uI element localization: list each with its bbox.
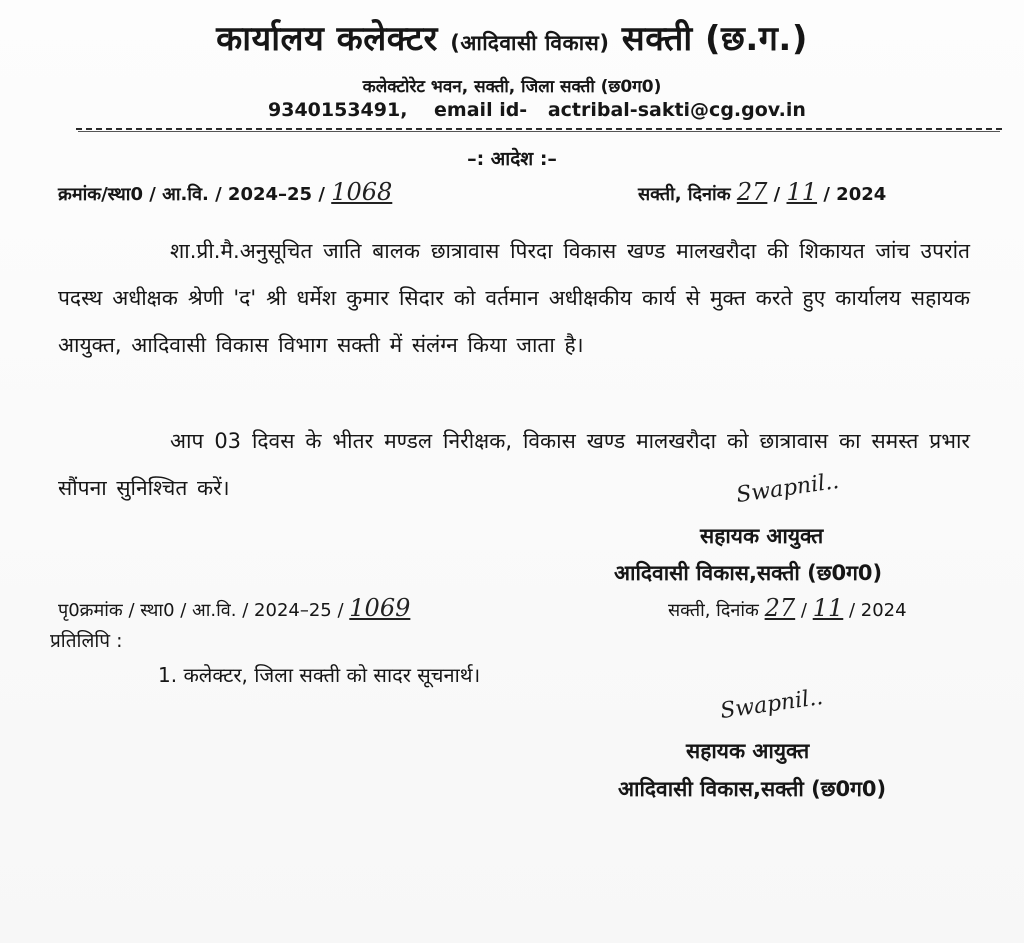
endorsement-date-month: 11 [812, 594, 844, 622]
order-date-month: 11 [786, 178, 818, 206]
header-divider [76, 128, 1002, 130]
signature-1-designation: सहायक आयुक्त [700, 524, 824, 548]
endorsement-reference-number: 1069 [349, 594, 411, 622]
endorsement-reference-prefix: पृ0क्रमांक / स्था0 / आ.वि. / 2024–25 / [58, 600, 344, 621]
order-date: सक्ती, दिनांक 27 / 11 / 2024 [638, 178, 887, 206]
endorsement-date-year: 2024 [860, 600, 907, 621]
order-paragraph-2: आप 03 दिवस के भीतर मण्डल निरीक्षक, विकास खण्ड मालखरौदा को छात्रावास का समस्त प्रभार सौंपना सुनिश्चित करें। [58, 429, 970, 500]
email-label: email id- [434, 99, 528, 121]
endorsement-reference [58, 594, 410, 622]
order-reference-number: 1068 [331, 178, 393, 206]
order-date-prefix: सक्ती, दिनांक [638, 184, 731, 205]
phone-number: 9340153491, [268, 99, 408, 121]
signature-2-designation: सहायक आयुक्त [686, 739, 810, 763]
signature-1-department: आदिवासी विकास,सक्ती (छ0ग0) [614, 561, 883, 585]
office-address: कलेक्टोरेट भवन, सक्ती, जिला सक्ती (छ0ग0) [362, 77, 662, 97]
office-title [0, 14, 1024, 60]
copy-to-item-1: 1. कलेक्टर, जिला सक्ती को सादर सूचनार्थ। [158, 663, 481, 687]
signature-1: Swapnil.. [734, 468, 841, 509]
contact-line [268, 99, 806, 121]
endorsement-date: सक्ती, दिनांक 27 / 11 / 2024 [668, 594, 907, 622]
email-address: actribal-sakti@cg.gov.in [547, 99, 806, 121]
order-reference [58, 178, 392, 206]
endorsement-date-day: 27 [764, 594, 796, 622]
endorsement-date-prefix: सक्ती, दिनांक [668, 600, 759, 621]
office-title-department: (आदिवासी विकास) [450, 31, 610, 55]
office-title-main: कार्यालय कलेक्टर [216, 19, 438, 59]
order-reference-prefix: क्रमांक/स्था0 / आ.वि. / 2024–25 / [58, 184, 325, 205]
order-date-day: 27 [736, 178, 768, 206]
header-divider-underline [78, 131, 1000, 132]
signature-2: Swapnil.. [718, 684, 825, 725]
signature-2-department: आदिवासी विकास,सक्ती (छ0ग0) [618, 777, 887, 801]
office-title-location: सक्ती (छ.ग.) [621, 19, 808, 59]
copy-to-label: प्रतिलिपि : [50, 630, 123, 652]
order-heading: –: आदेश :– [467, 148, 557, 170]
order-paragraph-1: शा.प्री.मै.अनुसूचित जाति बालक छात्रावास पिरदा विकास खण्ड मालखरौदा की शिकायत जांच उपरांत पदस्थ अधीक्षक श्रेणी 'द' श्री धर्मेश कुमार सिदार को वर्तमान अधीक्षकीय कार्य से मुक्त करते हुए कार्यालय सहायक आयुक्त, आदिवासी विकास विभाग सक्ती में संलंग्न किया जाता है। [58, 239, 970, 357]
order-date-year: 2024 [836, 184, 887, 205]
